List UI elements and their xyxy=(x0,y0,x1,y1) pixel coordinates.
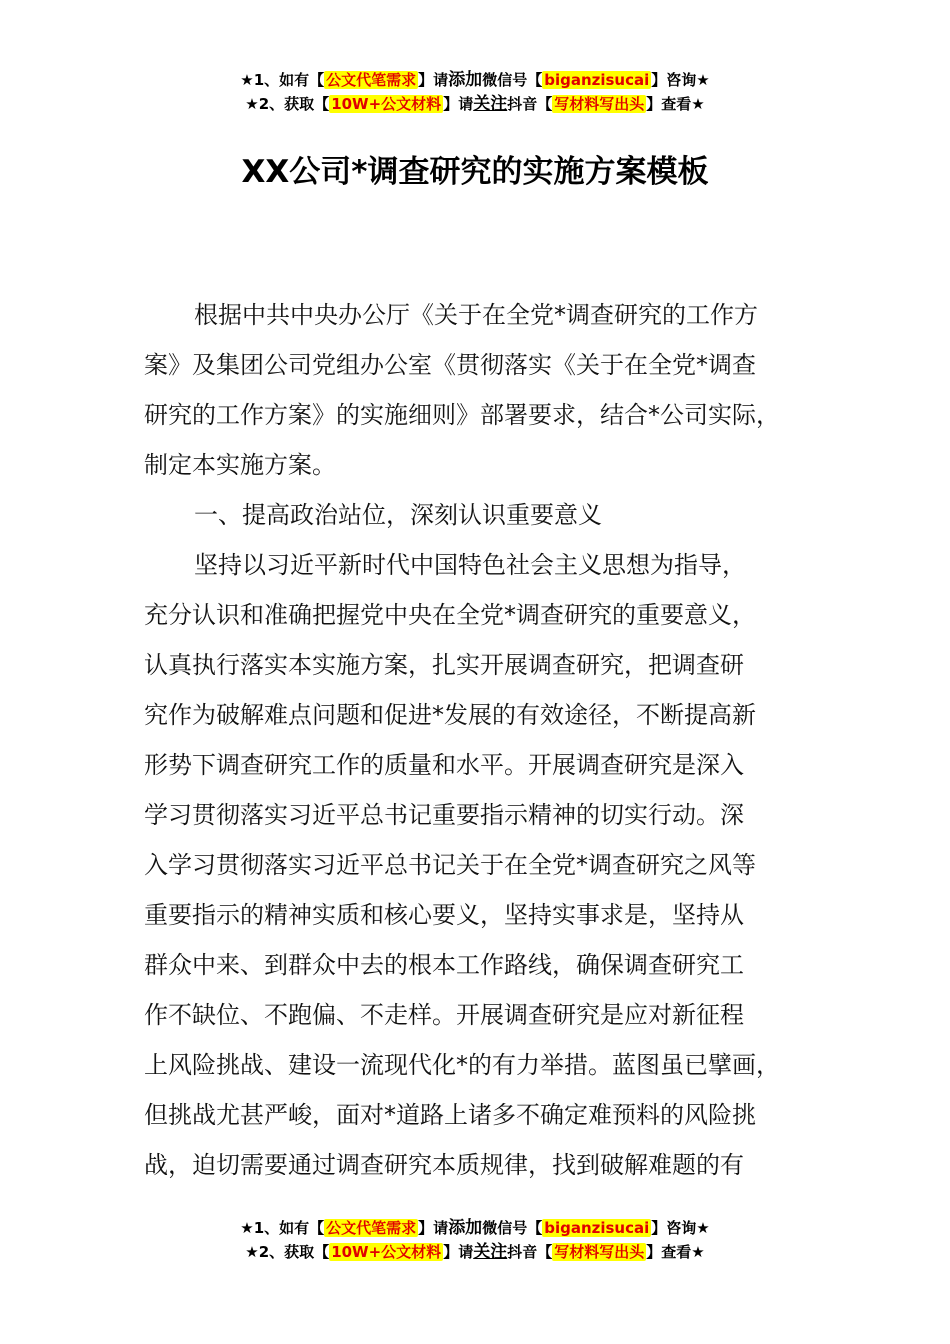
promo-highlight: 公文代笔需求 xyxy=(326,1219,417,1237)
promo-highlight: 公文代笔需求 xyxy=(326,71,417,89)
body-line: 研究的工作方案》的实施细则》部署要求，结合*公司实际， xyxy=(144,401,780,429)
header-promo-banner xyxy=(0,68,950,116)
promo-emphasis: 关注 xyxy=(473,94,508,114)
promo-line-2 xyxy=(0,92,950,116)
body-line: 根据中共中央办公厅《关于在全党*调查研究的工作方 xyxy=(194,301,758,329)
promo-text: 】请 xyxy=(443,1243,474,1261)
section-heading: 一、提高政治站位，深刻认识重要意义 xyxy=(194,501,602,529)
promo-text: ★1、如有【 xyxy=(240,1219,325,1237)
document-body xyxy=(144,290,840,1190)
promo-text: ★2、获取【 xyxy=(245,1243,330,1261)
promo-text: 】咨询★ xyxy=(651,71,710,89)
promo-text: ★2、获取【 xyxy=(245,95,330,113)
promo-douyin-id: 写材料写出头 xyxy=(554,1243,645,1261)
promo-wechat-id: biganzisucai xyxy=(544,71,650,89)
body-line: 认真执行落实本实施方案，扎实开展调查研究，把调查研 xyxy=(144,651,744,679)
promo-emphasis: 关注 xyxy=(473,1242,508,1262)
body-line: 学习贯彻落实习近平总书记重要指示精神的切实行动。深 xyxy=(144,801,744,829)
promo-line-2 xyxy=(0,1240,950,1264)
promo-text: 】查看★ xyxy=(646,95,705,113)
body-line: 作不缺位、不跑偏、不走样。开展调查研究是应对新征程 xyxy=(144,1001,744,1029)
promo-emphasis: 添加 xyxy=(448,1218,483,1238)
promo-text: ★1、如有【 xyxy=(240,71,325,89)
promo-highlight: 10W+公文材料 xyxy=(331,95,442,113)
body-line: 案》及集团公司党组办公室《贯彻落实《关于在全党*调查 xyxy=(144,351,756,379)
promo-text: 】请 xyxy=(418,1219,449,1237)
promo-text: 微信号【 xyxy=(482,71,543,89)
body-line: 坚持以习近平新时代中国特色社会主义思想为指导， xyxy=(194,551,746,579)
promo-text: 】请 xyxy=(418,71,449,89)
body-line: 形势下调查研究工作的质量和水平。开展调查研究是深入 xyxy=(144,751,744,779)
promo-highlight: 10W+公文材料 xyxy=(331,1243,442,1261)
body-line: 但挑战尤甚严峻，面对*道路上诸多不确定难预料的风险挑 xyxy=(144,1101,756,1129)
promo-emphasis: 添加 xyxy=(448,70,483,90)
promo-line-1 xyxy=(0,1216,950,1240)
promo-text: 】咨询★ xyxy=(651,1219,710,1237)
footer-promo-banner xyxy=(0,1216,950,1264)
promo-text: 】请 xyxy=(443,95,474,113)
body-line: 究作为破解难点问题和促进*发展的有效途径，不断提高新 xyxy=(144,701,756,729)
document-title: XX公司*调查研究的实施方案模板 xyxy=(241,154,709,190)
promo-text: 微信号【 xyxy=(482,1219,543,1237)
body-line: 入学习贯彻落实习近平总书记关于在全党*调查研究之风等 xyxy=(144,851,756,879)
promo-douyin-id: 写材料写出头 xyxy=(554,95,645,113)
body-line: 战，迫切需要通过调查研究本质规律，找到破解难题的有 xyxy=(144,1151,744,1179)
body-line: 制定本实施方案。 xyxy=(144,451,336,479)
promo-text: 】查看★ xyxy=(646,1243,705,1261)
body-line: 群众中来、到群众中去的根本工作路线，确保调查研究工 xyxy=(144,951,744,979)
promo-text: 抖音【 xyxy=(507,95,553,113)
body-line: 重要指示的精神实质和核心要义，坚持实事求是，坚持从 xyxy=(144,901,744,929)
body-line: 充分认识和准确把握党中央在全党*调查研究的重要意义， xyxy=(144,601,756,629)
promo-wechat-id: biganzisucai xyxy=(544,1219,650,1237)
body-line: 上风险挑战、建设一流现代化*的有力举措。蓝图虽已擘画， xyxy=(144,1051,780,1079)
promo-text: 抖音【 xyxy=(507,1243,553,1261)
promo-line-1 xyxy=(0,68,950,92)
